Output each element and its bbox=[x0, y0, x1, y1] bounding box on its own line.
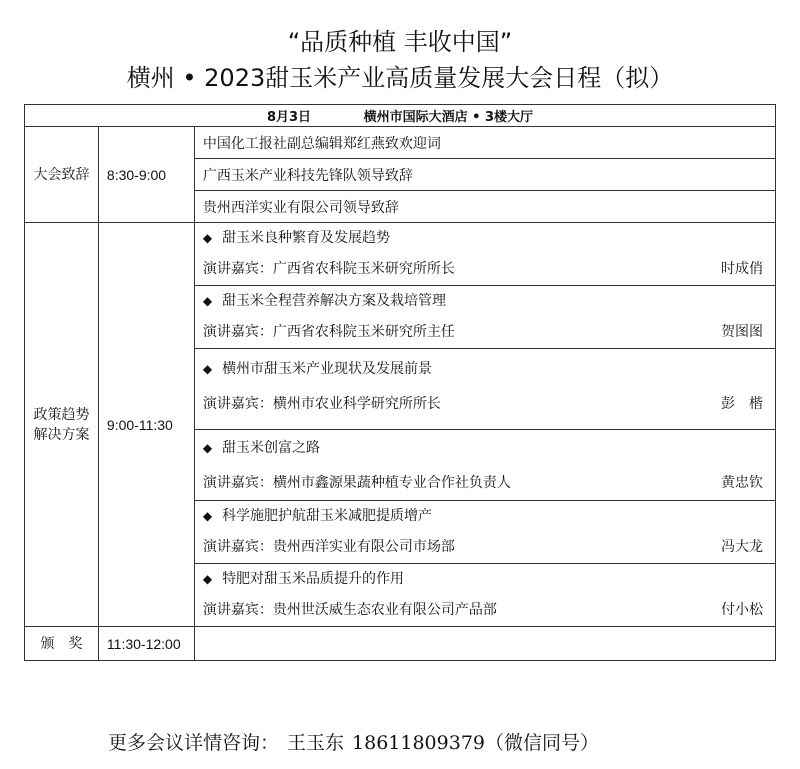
talk-cell bbox=[194, 223, 775, 286]
talk-speaker-name: 黄忠钦 bbox=[721, 475, 763, 491]
session-policy-line1: 政策趋势 bbox=[33, 406, 90, 423]
time-policy: 9:00-11:30 bbox=[98, 223, 194, 627]
talk-cell bbox=[194, 349, 775, 430]
talk-title: 特肥对甜玉米品质提升的作用 bbox=[222, 571, 405, 587]
opening-item: 广西玉米产业科技先锋队领导致辞 bbox=[194, 159, 775, 191]
talk-speaker-name: 付小松 bbox=[721, 602, 763, 618]
award-cell bbox=[194, 627, 775, 661]
session-policy-line2: 解决方案 bbox=[33, 426, 90, 443]
talk-cell bbox=[194, 501, 775, 564]
contact-footer bbox=[108, 728, 607, 755]
diamond-bullet-icon: ◆ bbox=[202, 231, 213, 245]
talk-cell bbox=[194, 564, 775, 627]
talk-speaker-name: 贺图图 bbox=[721, 324, 763, 340]
schedule-table bbox=[24, 104, 776, 661]
diamond-bullet-icon: ◆ bbox=[202, 572, 213, 586]
table-row bbox=[25, 127, 776, 159]
opening-item: 中国化工报社副总编辑郑红燕致欢迎词 bbox=[194, 127, 775, 159]
contact-label: 更多会议详情咨询： bbox=[108, 732, 280, 754]
talk-title: 横州市甜玉米产业现状及发展前景 bbox=[222, 361, 433, 377]
talk-speaker-name: 时成俏 bbox=[721, 261, 763, 277]
diamond-bullet-icon: ◆ bbox=[202, 294, 213, 308]
talk-speaker-label: 演讲嘉宾：贵州西洋实业有限公司市场部 bbox=[202, 539, 455, 555]
slogan: “品质种植 丰收中国” bbox=[287, 28, 513, 56]
diamond-bullet-icon: ◆ bbox=[202, 509, 213, 523]
talk-cell bbox=[194, 286, 775, 349]
date-venue-cell bbox=[25, 105, 776, 127]
table-row bbox=[25, 223, 776, 286]
talk-title: 甜玉米良种繁育及发展趋势 bbox=[222, 230, 391, 246]
table-row bbox=[25, 627, 776, 661]
contact-phone: 18611809379（微信同号） bbox=[352, 732, 600, 754]
talk-speaker-label: 演讲嘉宾：广西省农科院玉米研究所所长 bbox=[202, 261, 455, 277]
diamond-bullet-icon: ◆ bbox=[202, 441, 213, 455]
session-opening: 大会致辞 bbox=[25, 127, 99, 223]
session-policy bbox=[25, 223, 99, 627]
contact-name: 王玉东 bbox=[287, 732, 345, 754]
table-header-row bbox=[25, 105, 776, 127]
time-opening: 8:30-9:00 bbox=[98, 127, 194, 223]
talk-speaker-label: 演讲嘉宾：横州市农业科学研究所所长 bbox=[202, 396, 441, 412]
opening-item: 贵州西洋实业有限公司领导致辞 bbox=[194, 191, 775, 223]
talk-speaker-label: 演讲嘉宾：贵州世沃威生态农业有限公司产品部 bbox=[202, 602, 497, 618]
talk-title: 甜玉米全程营养解决方案及栽培管理 bbox=[222, 293, 447, 309]
date: 8月3日 bbox=[266, 110, 312, 125]
talk-speaker-label: 演讲嘉宾：广西省农科院玉米研究所主任 bbox=[202, 324, 455, 340]
venue: 横州市国际大酒店 • 3楼大厅 bbox=[363, 110, 534, 125]
talk-title: 科学施肥护航甜玉米减肥提质增产 bbox=[222, 508, 433, 524]
talk-speaker-name: 彭 楷 bbox=[721, 396, 763, 412]
talk-speaker-name: 冯大龙 bbox=[721, 539, 763, 555]
talk-cell bbox=[194, 430, 775, 501]
talk-title: 甜玉米创富之路 bbox=[222, 440, 321, 456]
time-award: 11:30-12:00 bbox=[98, 627, 194, 661]
session-award: 颁 奖 bbox=[25, 627, 99, 661]
talk-speaker-label: 演讲嘉宾：横州市鑫源果蔬种植专业合作社负责人 bbox=[202, 475, 511, 491]
page-title: 横州 • 2023甜玉米产业高质量发展大会日程（拟） bbox=[126, 64, 674, 92]
diamond-bullet-icon: ◆ bbox=[202, 362, 213, 376]
